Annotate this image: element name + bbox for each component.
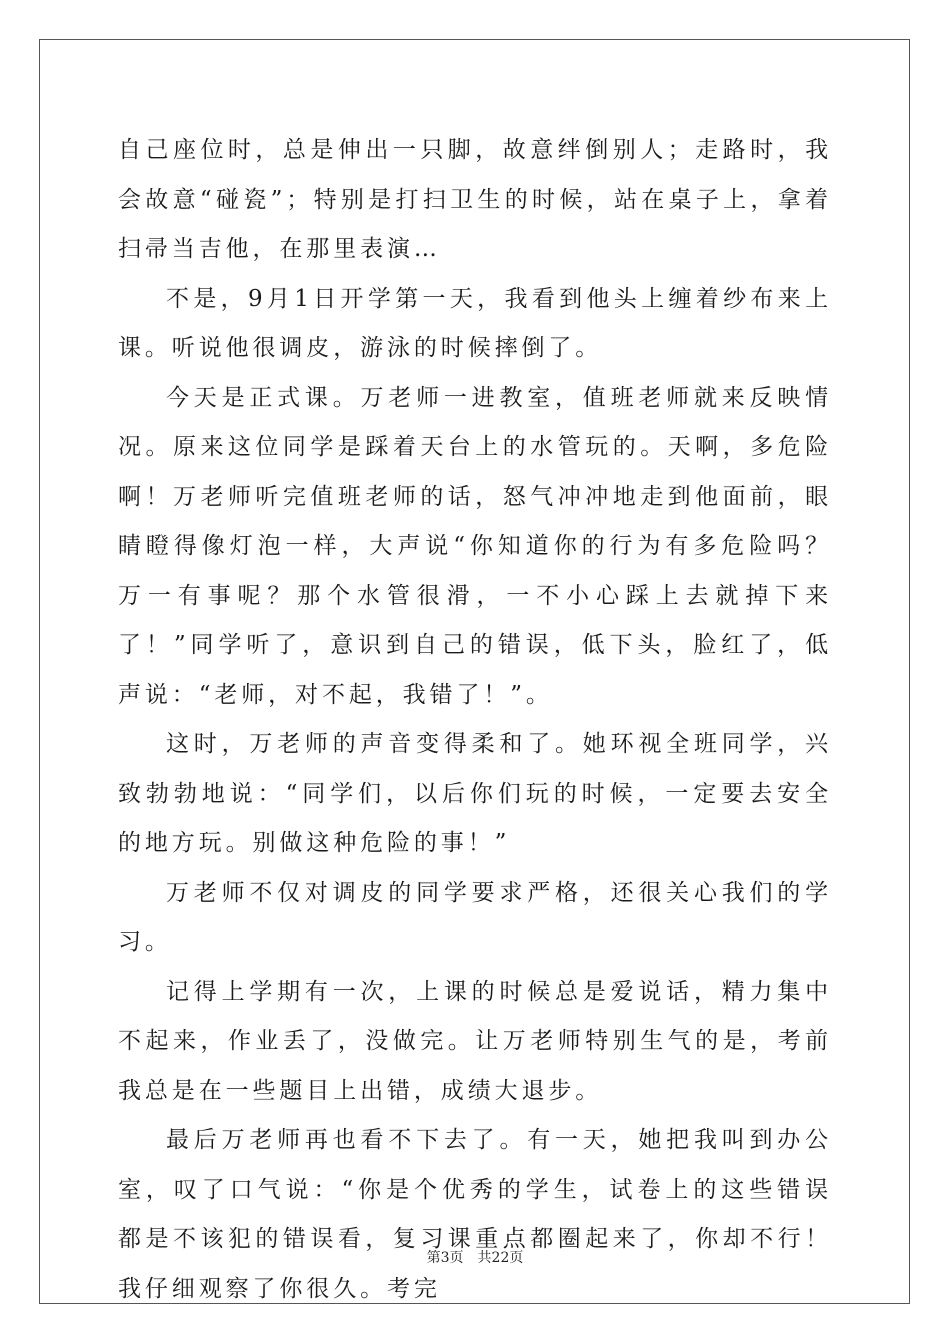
paragraph: 今天是正式课。万老师一进教室，值班老师就来反映情况。原来这位同学是踩着天台上的水管玩的。天啊，多危险啊！万老师听完值班老师的话，怒气冲冲地走到他面前，眼睛瞪得像灯泡一样，大声说“你知道你的行为有多危险吗？万一有事呢？那个水管很滑，一不小心踩上去就掉下来了！”同学听了，意识到自己的错误，低下头，脸红了，低声说：“老师，对不起，我错了！”。 [118, 384, 832, 708]
paragraph: 最后万老师再也看不下去了。有一天，她把我叫到办公室，叹了口气说：“你是个优秀的学生，试卷上的这些错误都是不该犯的错误看，复习课重点都圈起来了，你却不行！我仔细观察了你很久。考完 [118, 1127, 832, 1302]
page-footer [0, 1247, 950, 1267]
paragraph: 不是，9月1日开学第一天，我看到他头上缠着纱布来上课。听说他很调皮，游泳的时候摔倒了。 [118, 285, 832, 361]
paragraph: 自己座位时，总是伸出一只脚，故意绊倒别人；走路时，我会故意“碰瓷”；特别是打扫卫生的时候，站在桌子上，拿着扫帚当吉他，在那里表演… [118, 137, 832, 262]
paragraph: 这时，万老师的声音变得柔和了。她环视全班同学，兴致勃勃地说：“同学们，以后你们玩的时候，一定要去安全的地方玩。别做这种危险的事！” [118, 731, 832, 856]
paragraph: 万老师不仅对调皮的同学要求严格，还很关心我们的学习。 [118, 879, 832, 955]
document-body [118, 126, 832, 1314]
paragraph: 记得上学期有一次，上课的时候总是爱说话，精力集中不起来，作业丢了，没做完。让万老师特别生气的是，考前我总是在一些题目上出错，成绩大退步。 [118, 978, 832, 1104]
page-total: 共22页 [477, 1250, 524, 1266]
page-number: 第3页 [426, 1250, 464, 1266]
